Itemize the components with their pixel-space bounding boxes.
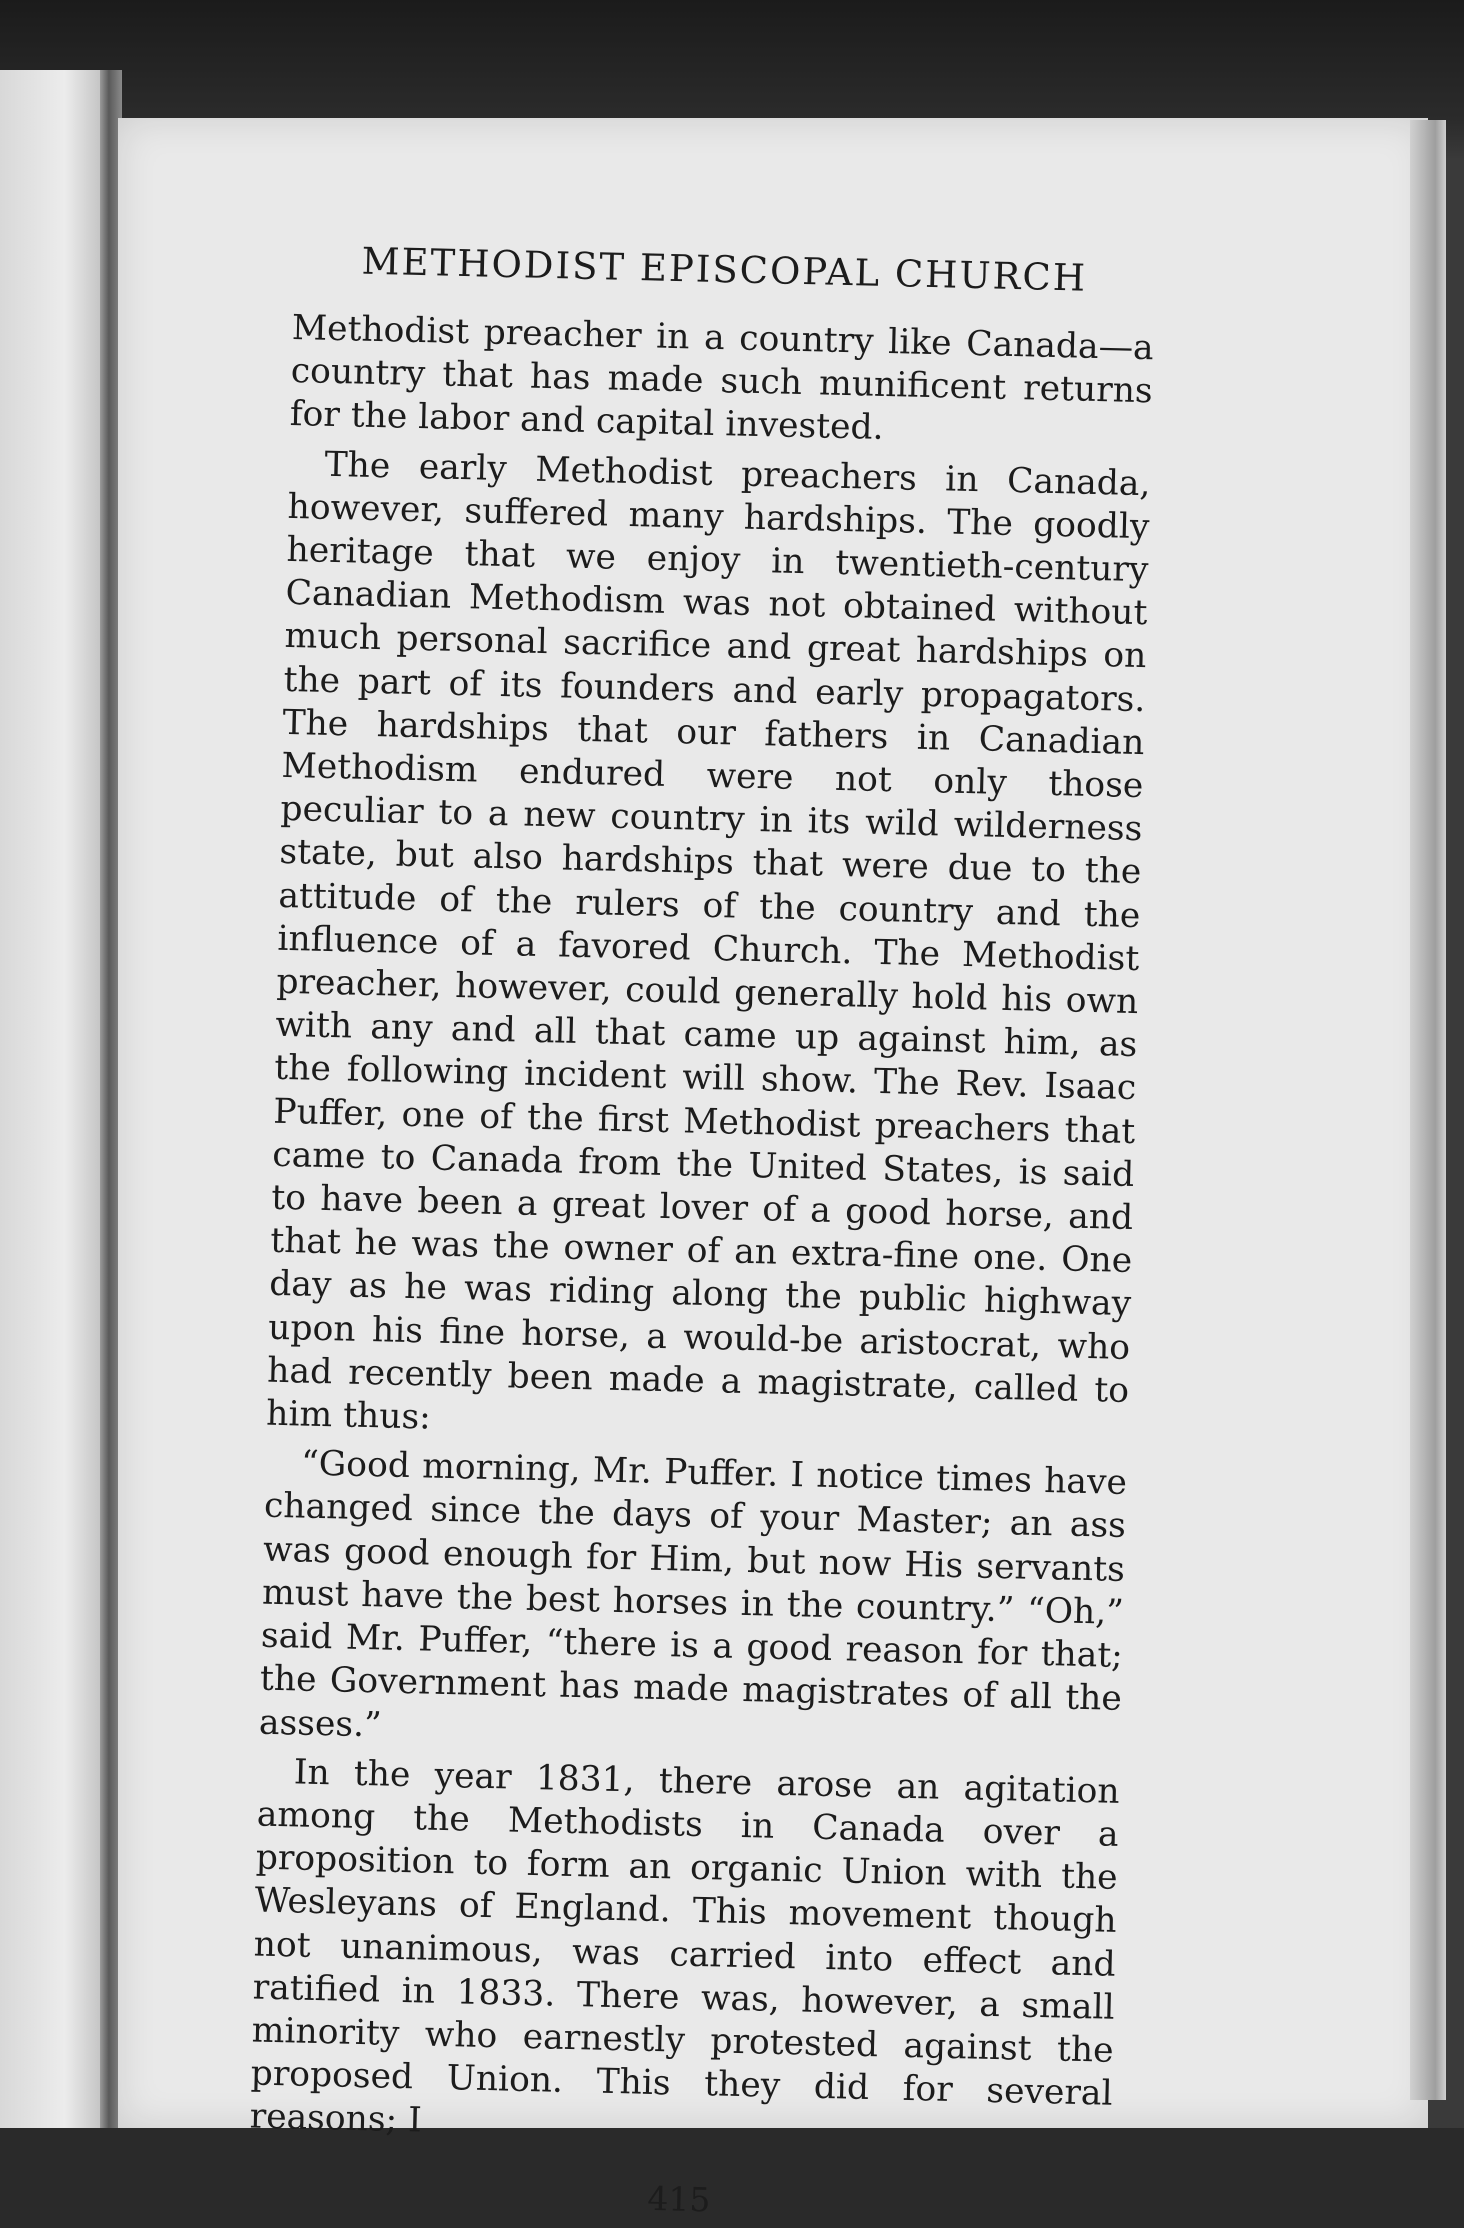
page-text-block [248, 238, 1156, 2228]
paragraph-quote: “Good morning, Mr. Puffer. I notice times have changed since the days of your Master; an ass was good enough for Him, but now His servants must have the best horses in the country.” “Oh,” said Mr. Puffer, “there is a good reason for that; the Government has made magistrates of all the asses.” [258, 1443, 1128, 1745]
running-head: METHODIST EPISCOPAL CHURCH [361, 239, 1088, 300]
page-number: 415 [646, 2178, 711, 2219]
paragraph-continued: Methodist preacher in a country like Canada—a country that has made such munificent returns for the labor and capital invested. [289, 307, 1155, 449]
paragraph-union: In the year 1831, there arose an agitation among the Methodists in Canada over a proposition to form an organic Union with the Wesleyans of England. This movement though not unanimous, was carried into effect and ratified in 1833. There was, however, a small minority who earnestly protested against the proposed Union. This they did for several reasons; I [249, 1752, 1121, 2141]
facing-page-edge [0, 70, 108, 2128]
paragraph-hardships: The early Methodist preachers in Canada, however, suffered many hardships. The goodly heritage that we enjoy in twentieth-century Canadian Methodism was not obtained without much personal sacrifice and great hardships on the part of its founders and early propagators. The hardships that our fathers in Canadian Methodism endured were not only those peculiar to a new country in its wild wilderness state, but also hardships that were due to the attitude of the rulers of the country and the influence of a favored Church. The Methodist preacher, however, could generally hold his own with any and all that came up against him, as the following incident will show. The Rev. Isaac Puffer, one of the first Methodist preachers that came to Canada from the United States, is said to have been a great lover of a good horse, and that he was the owner of an extra-fine one. One day as he was riding along the public highway upon his fine horse, a would-be aristocrat, who had recently been made a magistrate, called to him thus: [265, 444, 1151, 1438]
page-stack-edge [1410, 120, 1446, 2100]
